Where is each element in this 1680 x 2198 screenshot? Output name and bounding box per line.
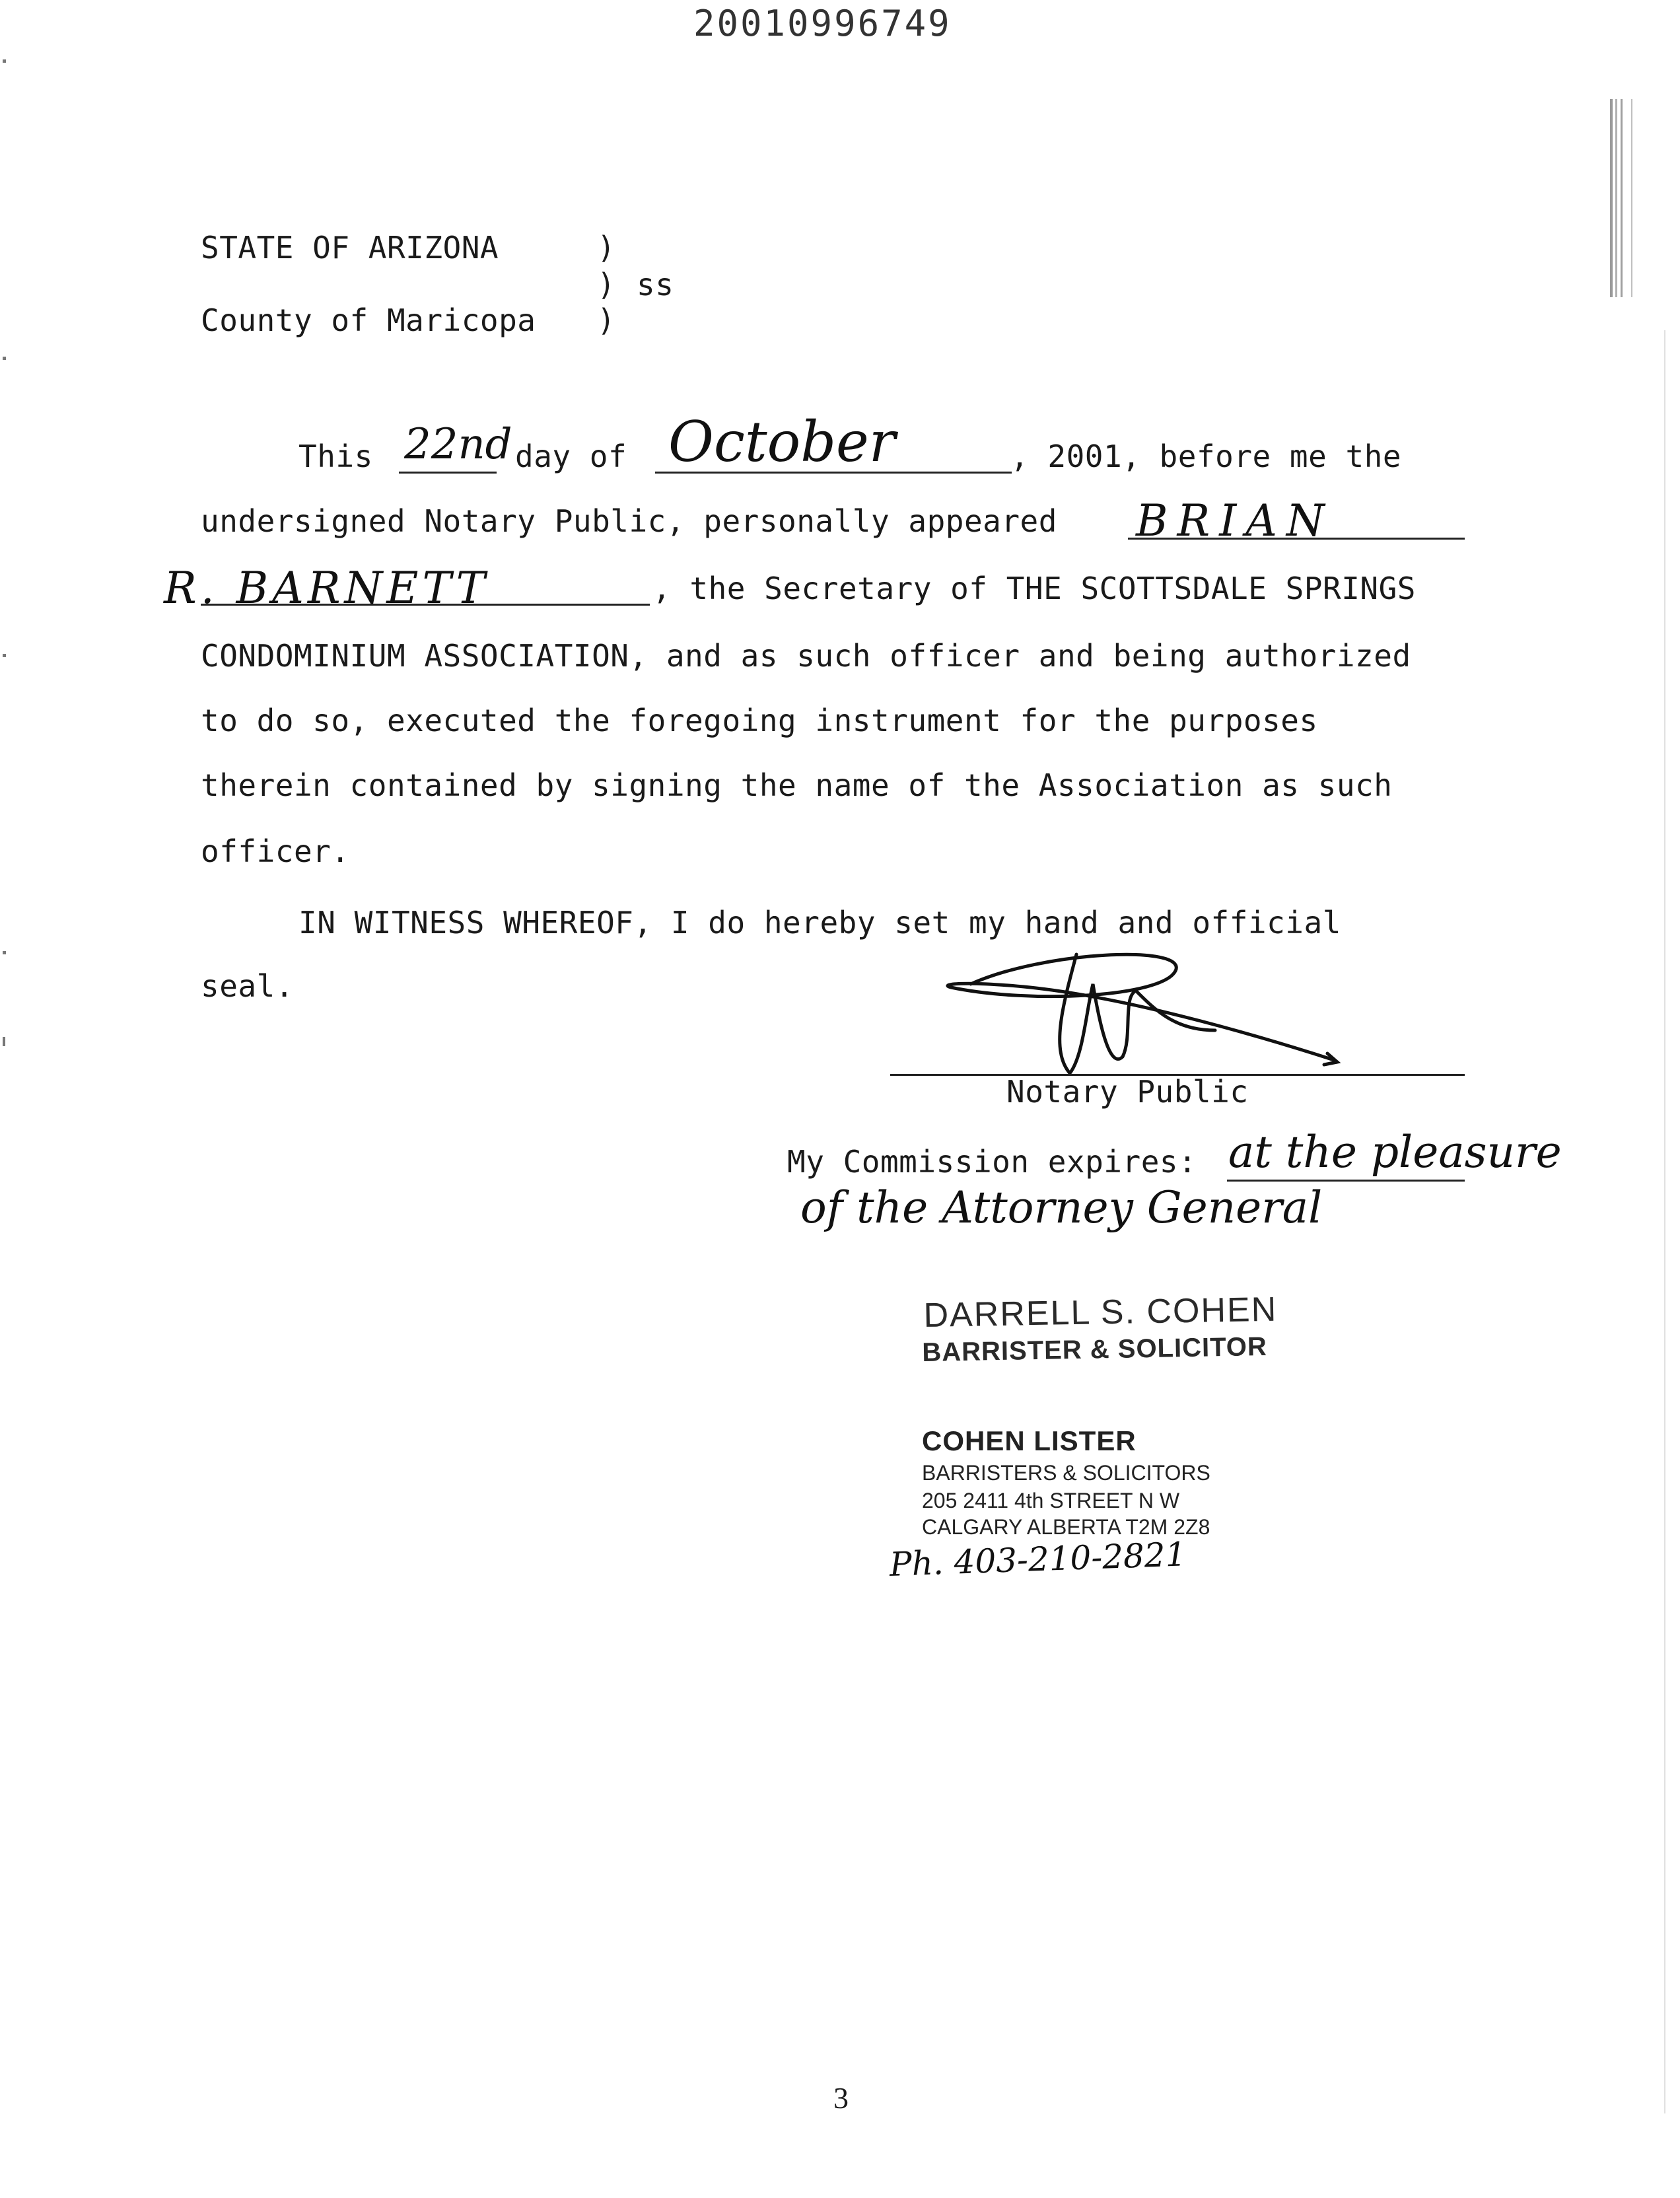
venue-ss: ss	[637, 267, 674, 302]
page-number: 3	[833, 2081, 849, 2115]
year-text: , 2001, before me the	[1010, 439, 1402, 474]
commission-handwritten-1: at the pleasure	[1228, 1127, 1562, 1178]
line-5: to do so, executed the foregoing instrument for the purposes	[201, 703, 1318, 738]
notary-signature	[911, 931, 1374, 1090]
firm-phone-handwritten: Ph. 403-210-2821	[889, 1535, 1187, 1584]
venue-paren-3: )	[597, 302, 616, 338]
line-4: CONDOMINIUM ASSOCIATION, and as such officer and being authorized	[201, 638, 1411, 674]
firm-line-2: BARRISTERS & SOLICITORS	[922, 1461, 1210, 1485]
venue-paren-2: )	[597, 267, 616, 302]
line-7: officer.	[201, 833, 350, 869]
firm-line-4: CALGARY ALBERTA T2M 2Z8	[922, 1515, 1210, 1539]
commission-handwritten-2: of the Attorney General	[800, 1182, 1323, 1233]
line-3-rest: , the Secretary of THE SCOTTSDALE SPRINGS	[652, 571, 1416, 606]
state-line: STATE OF ARIZONA	[201, 230, 499, 266]
name-handwritten-1: BRIAN	[1136, 495, 1334, 546]
venue-paren-1: )	[597, 230, 616, 266]
stamp-name-line-1: DARRELL S. COHEN	[923, 1290, 1278, 1335]
month-handwritten: October	[668, 409, 895, 474]
this-word: This	[298, 439, 373, 474]
stamp-name-line-2: BARRISTER & SOLICITOR	[922, 1331, 1268, 1367]
witness-line: IN WITNESS WHEREOF, I do hereby set my hand and official	[298, 905, 1341, 940]
commission-blank	[1227, 1180, 1465, 1182]
day-blank	[399, 472, 497, 474]
line-6: therein contained by signing the name of the Association as such	[201, 767, 1393, 803]
document-number: 20010996749	[693, 3, 952, 44]
county-line: County of Maricopa	[201, 302, 536, 338]
firm-line-3: 205 2411 4th STREET N W	[922, 1489, 1180, 1512]
firm-name: COHEN LISTER	[922, 1425, 1137, 1456]
notary-public-label: Notary Public	[1006, 1074, 1249, 1110]
commission-label: My Commission expires:	[787, 1144, 1197, 1180]
day-handwritten: 22nd	[404, 420, 512, 469]
name-handwritten-2: R. BARNETT	[164, 563, 489, 614]
seal-word: seal.	[201, 968, 294, 1004]
day-of-text: day of	[515, 439, 627, 474]
line-2: undersigned Notary Public, personally appeared	[201, 503, 1057, 539]
